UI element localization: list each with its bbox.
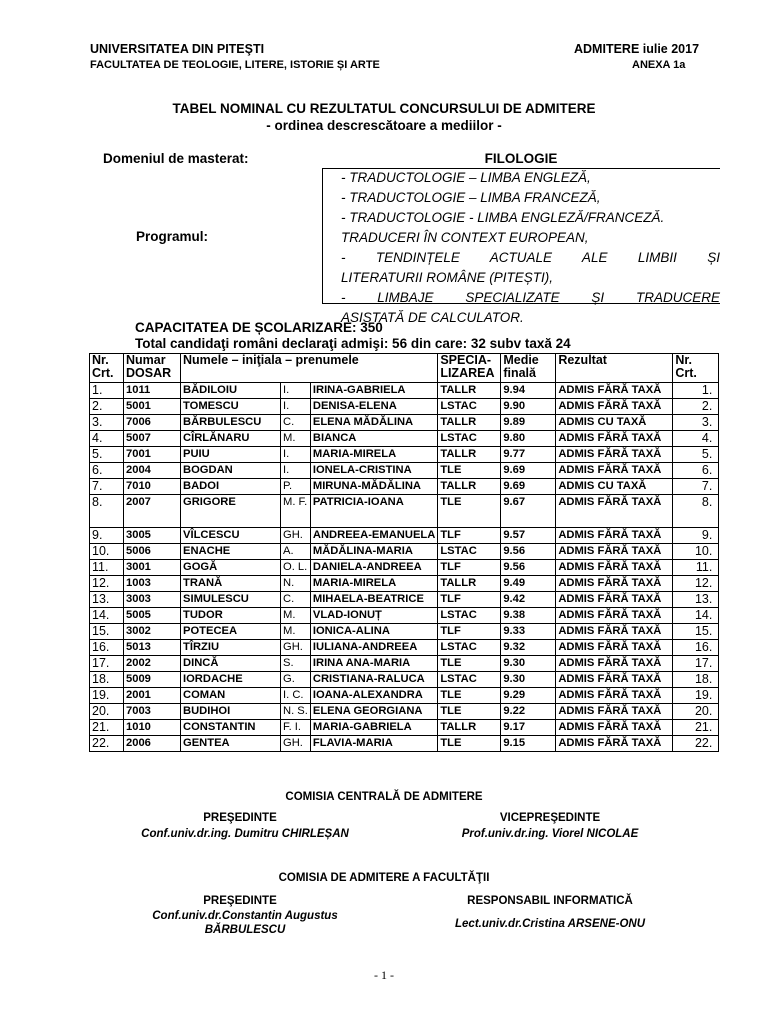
table-row — [90, 399, 719, 415]
cell-init: M. — [281, 431, 311, 447]
cell-medie: 9.30 — [501, 656, 556, 672]
cell-medie: 9.69 — [501, 463, 556, 479]
table-row — [90, 688, 719, 704]
cell-prenume: ANDREEA-EMANUELA — [310, 528, 437, 544]
cell-init: F. I. — [281, 720, 311, 736]
cell-nr2: 16. — [673, 640, 719, 656]
cell-prenume: MIHAELA-BEATRICE — [310, 592, 437, 608]
cell-nr: 6. — [90, 463, 124, 479]
cell-init: A. — [281, 544, 311, 560]
table-row — [90, 672, 719, 688]
cell-prenume: DENISA-ELENA — [310, 399, 437, 415]
cell-rez: ADMIS FĂRĂ TAXĂ — [556, 640, 673, 656]
cell-dosar: 5009 — [124, 672, 181, 688]
cell-prenume: DANIELA-ANDREEA — [310, 560, 437, 576]
cell-init: GH. — [281, 528, 311, 544]
cell-nr2: 1. — [673, 383, 719, 399]
cell-prenume: IRINA-GABRIELA — [310, 383, 437, 399]
cell-nr: 15. — [90, 624, 124, 640]
document-title: TABEL NOMINAL CU REZULTATUL CONCURSULUI DE ADMITERE — [172, 101, 596, 116]
cell-init: GH. — [281, 640, 311, 656]
cell-prenume: IOANA-ALEXANDRA — [310, 688, 437, 704]
faculty-name: FACULTATEA DE TEOLOGIE, LITERE, ISTORIE ȘI ARTE — [90, 59, 380, 71]
cell-medie: 9.33 — [501, 624, 556, 640]
results-table — [89, 353, 719, 752]
header-nr: Nr. Crt. — [90, 354, 124, 383]
cell-dosar: 1010 — [124, 720, 181, 736]
cell-nr: 9. — [90, 528, 124, 544]
cell-nr: 7. — [90, 479, 124, 495]
table-row — [90, 415, 719, 431]
cell-nr: 16. — [90, 640, 124, 656]
university-name: UNIVERSITATEA DIN PITEŞTI — [90, 42, 265, 56]
table-row — [90, 576, 719, 592]
program-list — [341, 168, 720, 228]
cell-nume: BADOI — [181, 479, 281, 495]
cell-nume: TÎRZIU — [181, 640, 281, 656]
cell-spec: TALLR — [438, 447, 501, 463]
session-label: ADMITERE iulie 2017 — [574, 42, 700, 56]
cell-init: C. — [281, 592, 311, 608]
divider-line — [322, 303, 720, 304]
cell-spec: LSTAC — [438, 672, 501, 688]
header-specializare: SPECIA-LIZAREA — [438, 354, 501, 383]
cell-medie: 9.42 — [501, 592, 556, 608]
cell-init: I. — [281, 463, 311, 479]
cell-init: C. — [281, 415, 311, 431]
table-row — [90, 495, 719, 528]
cell-dosar: 7006 — [124, 415, 181, 431]
cell-rez: ADMIS FĂRĂ TAXĂ — [556, 431, 673, 447]
cell-init: O. L. — [281, 560, 311, 576]
cell-nr2: 11. — [673, 560, 719, 576]
program-line: TRADUCERI ÎN CONTEXT EUROPEAN, — [341, 230, 589, 245]
table-row — [90, 463, 719, 479]
cell-init: I. — [281, 383, 311, 399]
cell-nr: 1. — [90, 383, 124, 399]
table-row — [90, 640, 719, 656]
cell-nr2: 17. — [673, 656, 719, 672]
cell-rez: ADMIS FĂRĂ TAXĂ — [556, 656, 673, 672]
cell-dosar: 2001 — [124, 688, 181, 704]
cell-nr2: 6. — [673, 463, 719, 479]
cell-nr: 2. — [90, 399, 124, 415]
cell-nume: BĂRBULESCU — [181, 415, 281, 431]
cell-nr: 21. — [90, 720, 124, 736]
domain-label: Domeniul de masterat: — [103, 151, 249, 166]
cell-rez: ADMIS FĂRĂ TAXĂ — [556, 576, 673, 592]
cell-medie: 9.90 — [501, 399, 556, 415]
cell-dosar: 2004 — [124, 463, 181, 479]
cell-rez: ADMIS FĂRĂ TAXĂ — [556, 624, 673, 640]
table-row — [90, 656, 719, 672]
cell-rez: ADMIS CU TAXĂ — [556, 479, 673, 495]
cell-dosar: 3002 — [124, 624, 181, 640]
table-row — [90, 592, 719, 608]
cell-init: I. C. — [281, 688, 311, 704]
it-responsible-label: RESPONSABIL INFORMATICĂ — [467, 895, 633, 907]
header-name: Numele – iniţiala – prenumele — [181, 354, 438, 383]
cell-medie: 9.17 — [501, 720, 556, 736]
cell-spec: LSTAC — [438, 431, 501, 447]
central-vice-name: Prof.univ.dr.ing. Viorel NICOLAE — [461, 828, 639, 840]
cell-nr2: 22. — [673, 736, 719, 752]
cell-init: M. — [281, 624, 311, 640]
cell-spec: TLF — [438, 592, 501, 608]
program-line: - TENDINȚELE ACTUALE ALE LIMBII ȘI — [341, 250, 720, 265]
cell-spec: LSTAC — [438, 544, 501, 560]
cell-nume: ENACHE — [181, 544, 281, 560]
cell-prenume: BIANCA — [310, 431, 437, 447]
page-number: - 1 - — [374, 968, 394, 982]
cell-medie: 9.89 — [501, 415, 556, 431]
cell-spec: TLE — [438, 704, 501, 720]
cell-nr: 17. — [90, 656, 124, 672]
cell-rez: ADMIS FĂRĂ TAXĂ — [556, 736, 673, 752]
cell-medie: 9.38 — [501, 608, 556, 624]
program-line: - TRADUCTOLOGIE - LIMBA ENGLEZĂ/FRANCEZĂ. — [341, 210, 665, 225]
cell-dosar: 2007 — [124, 495, 181, 528]
cell-dosar: 3001 — [124, 560, 181, 576]
cell-nr2: 4. — [673, 431, 719, 447]
cell-nr: 18. — [90, 672, 124, 688]
table-row — [90, 720, 719, 736]
cell-nume: BĂDILOIU — [181, 383, 281, 399]
cell-rez: ADMIS CU TAXĂ — [556, 415, 673, 431]
cell-rez: ADMIS FĂRĂ TAXĂ — [556, 447, 673, 463]
capacity-label: CAPACITATEA DE ȘCOLARIZARE: 350 — [135, 320, 383, 335]
cell-nume: GOGĂ — [181, 560, 281, 576]
cell-nume: GENTEA — [181, 736, 281, 752]
cell-medie: 9.56 — [501, 544, 556, 560]
faculty-president-name: Conf.univ.dr.Constantin Augustus — [152, 910, 338, 922]
cell-nr2: 8. — [673, 495, 719, 528]
header-medie: Medie finală — [501, 354, 556, 383]
cell-spec: TLE — [438, 736, 501, 752]
cell-dosar: 5001 — [124, 399, 181, 415]
faculty-president-surname: BĂRBULESCU — [204, 924, 286, 936]
cell-prenume: MARIA-MIRELA — [310, 447, 437, 463]
cell-spec: TLE — [438, 463, 501, 479]
table-header-row — [90, 354, 719, 383]
header-nr-right: Nr. Crt. — [673, 354, 719, 383]
cell-nume: TOMESCU — [181, 399, 281, 415]
cell-medie: 9.30 — [501, 672, 556, 688]
cell-medie: 9.22 — [501, 704, 556, 720]
cell-spec: TLE — [438, 688, 501, 704]
cell-nume: PUIU — [181, 447, 281, 463]
cell-nr2: 9. — [673, 528, 719, 544]
cell-nume: DINCĂ — [181, 656, 281, 672]
it-responsible-name: Lect.univ.dr.Cristina ARSENE-ONU — [455, 918, 645, 930]
cell-prenume: ELENA MĂDĂLINA — [310, 415, 437, 431]
program-box-border — [322, 168, 323, 303]
cell-nr: 22. — [90, 736, 124, 752]
cell-nume: CÎRLĂNARU — [181, 431, 281, 447]
table-row — [90, 704, 719, 720]
cell-rez: ADMIS FĂRĂ TAXĂ — [556, 560, 673, 576]
cell-prenume: IONELA-CRISTINA — [310, 463, 437, 479]
cell-rez: ADMIS FĂRĂ TAXĂ — [556, 383, 673, 399]
cell-spec: TALLR — [438, 720, 501, 736]
cell-dosar: 2006 — [124, 736, 181, 752]
cell-init: M. F. — [281, 495, 311, 528]
cell-medie: 9.56 — [501, 560, 556, 576]
table-row — [90, 431, 719, 447]
cell-nume: COMAN — [181, 688, 281, 704]
central-president-label: PREŞEDINTE — [203, 812, 277, 824]
cell-init: GH. — [281, 736, 311, 752]
cell-spec: TLE — [438, 656, 501, 672]
cell-init: S. — [281, 656, 311, 672]
table-row — [90, 560, 719, 576]
cell-nr2: 13. — [673, 592, 719, 608]
cell-medie: 9.69 — [501, 479, 556, 495]
cell-nr2: 20. — [673, 704, 719, 720]
cell-medie: 9.77 — [501, 447, 556, 463]
table-row — [90, 624, 719, 640]
cell-dosar: 7003 — [124, 704, 181, 720]
program-line: - LIMBAJE SPECIALIZATE ȘI TRADUCERE — [341, 290, 720, 305]
cell-init: M. — [281, 608, 311, 624]
cell-nr2: 18. — [673, 672, 719, 688]
cell-prenume: MĂDĂLINA-MARIA — [310, 544, 437, 560]
cell-prenume: VLAD-IONUȚ — [310, 608, 437, 624]
cell-dosar: 1011 — [124, 383, 181, 399]
cell-rez: ADMIS FĂRĂ TAXĂ — [556, 528, 673, 544]
cell-rez: ADMIS FĂRĂ TAXĂ — [556, 495, 673, 528]
document-subtitle: - ordinea descrescătoare a mediilor - — [266, 118, 502, 133]
cell-medie: 9.29 — [501, 688, 556, 704]
cell-prenume: PATRICIA-IOANA — [310, 495, 437, 528]
cell-nr2: 3. — [673, 415, 719, 431]
cell-prenume: MIRUNA-MĂDĂLINA — [310, 479, 437, 495]
cell-medie: 9.15 — [501, 736, 556, 752]
cell-spec: TALLR — [438, 576, 501, 592]
cell-prenume: ELENA GEORGIANA — [310, 704, 437, 720]
cell-nume: BOGDAN — [181, 463, 281, 479]
cell-rez: ADMIS FĂRĂ TAXĂ — [556, 463, 673, 479]
cell-spec: LSTAC — [438, 399, 501, 415]
cell-nr2: 15. — [673, 624, 719, 640]
table-row — [90, 383, 719, 399]
cell-rez: ADMIS FĂRĂ TAXĂ — [556, 544, 673, 560]
domain-value: FILOLOGIE — [484, 151, 558, 166]
program-label: Programul: — [136, 229, 209, 244]
cell-prenume: MARIA-GABRIELA — [310, 720, 437, 736]
cell-medie: 9.67 — [501, 495, 556, 528]
cell-nr: 14. — [90, 608, 124, 624]
cell-rez: ADMIS FĂRĂ TAXĂ — [556, 608, 673, 624]
program-line: - TRADUCTOLOGIE – LIMBA FRANCEZĂ, — [341, 190, 601, 205]
cell-dosar: 7001 — [124, 447, 181, 463]
cell-prenume: IULIANA-ANDREEA — [310, 640, 437, 656]
cell-dosar: 5013 — [124, 640, 181, 656]
cell-nr: 5. — [90, 447, 124, 463]
table-row — [90, 736, 719, 752]
faculty-commission-title: COMISIA DE ADMITERE A FACULTĂŢII — [278, 872, 490, 884]
cell-medie: 9.94 — [501, 383, 556, 399]
cell-prenume: FLAVIA-MARIA — [310, 736, 437, 752]
annex-label: ANEXA 1a — [632, 59, 686, 71]
program-line: - TRADUCTOLOGIE – LIMBA ENGLEZĂ, — [341, 170, 591, 185]
cell-nume: BUDIHOI — [181, 704, 281, 720]
cell-prenume: IRINA ANA-MARIA — [310, 656, 437, 672]
cell-nr: 11. — [90, 560, 124, 576]
table-row — [90, 479, 719, 495]
cell-nume: TRANĂ — [181, 576, 281, 592]
cell-nr2: 14. — [673, 608, 719, 624]
central-president-name: Conf.univ.dr.ing. Dumitru CHIRLEȘAN — [141, 828, 349, 840]
cell-dosar: 3003 — [124, 592, 181, 608]
program-line: LITERATURII ROMÂNE (PITEȘTI), — [341, 270, 554, 285]
cell-rez: ADMIS FĂRĂ TAXĂ — [556, 672, 673, 688]
cell-init: N. S. — [281, 704, 311, 720]
cell-nume: POTECEA — [181, 624, 281, 640]
cell-nume: GRIGORE — [181, 495, 281, 528]
cell-rez: ADMIS FĂRĂ TAXĂ — [556, 704, 673, 720]
cell-nr: 20. — [90, 704, 124, 720]
cell-nr2: 19. — [673, 688, 719, 704]
header-numar-dosar: Numar DOSAR — [124, 354, 181, 383]
cell-prenume: MARIA-MIRELA — [310, 576, 437, 592]
cell-spec: LSTAC — [438, 640, 501, 656]
cell-rez: ADMIS FĂRĂ TAXĂ — [556, 399, 673, 415]
faculty-president-label: PREŞEDINTE — [203, 895, 277, 907]
declared-admitted: Total candidaţi români declaraţi admişi: 56 din care: 32 subv taxă 24 — [135, 336, 571, 351]
cell-init: I. — [281, 399, 311, 415]
cell-nr: 10. — [90, 544, 124, 560]
cell-nume: CONSTANTIN — [181, 720, 281, 736]
cell-nr2: 5. — [673, 447, 719, 463]
cell-spec: TLE — [438, 495, 501, 528]
cell-nume: TUDOR — [181, 608, 281, 624]
central-vice-label: VICEPREŞEDINTE — [499, 812, 601, 824]
cell-nr: 13. — [90, 592, 124, 608]
cell-medie: 9.80 — [501, 431, 556, 447]
header-rezultat: Rezultat — [556, 354, 673, 383]
cell-medie: 9.57 — [501, 528, 556, 544]
cell-dosar: 1003 — [124, 576, 181, 592]
cell-nr2: 12. — [673, 576, 719, 592]
cell-dosar: 5006 — [124, 544, 181, 560]
cell-dosar: 5005 — [124, 608, 181, 624]
cell-spec: TLF — [438, 528, 501, 544]
cell-spec: TLF — [438, 624, 501, 640]
cell-nr: 3. — [90, 415, 124, 431]
cell-nr: 8. — [90, 495, 124, 528]
cell-nume: SIMULESCU — [181, 592, 281, 608]
cell-nr2: 2. — [673, 399, 719, 415]
cell-rez: ADMIS FĂRĂ TAXĂ — [556, 688, 673, 704]
cell-nume: IORDACHE — [181, 672, 281, 688]
table-row — [90, 447, 719, 463]
cell-init: P. — [281, 479, 311, 495]
cell-spec: TALLR — [438, 415, 501, 431]
cell-spec: TALLR — [438, 479, 501, 495]
cell-spec: LSTAC — [438, 608, 501, 624]
central-commission-title: COMISIA CENTRALĂ DE ADMITERE — [285, 791, 483, 803]
cell-dosar: 7010 — [124, 479, 181, 495]
program-line: ASISTATĂ DE CALCULATOR. — [341, 310, 524, 325]
cell-prenume: CRISTIANA-RALUCA — [310, 672, 437, 688]
table-row — [90, 608, 719, 624]
table-row — [90, 544, 719, 560]
cell-init: N. — [281, 576, 311, 592]
cell-nr2: 21. — [673, 720, 719, 736]
cell-dosar: 5007 — [124, 431, 181, 447]
cell-rez: ADMIS FĂRĂ TAXĂ — [556, 592, 673, 608]
cell-nr: 19. — [90, 688, 124, 704]
cell-spec: TLF — [438, 560, 501, 576]
cell-dosar: 3005 — [124, 528, 181, 544]
cell-init: I. — [281, 447, 311, 463]
cell-nr2: 10. — [673, 544, 719, 560]
cell-rez: ADMIS FĂRĂ TAXĂ — [556, 720, 673, 736]
cell-nume: VÎLCESCU — [181, 528, 281, 544]
cell-medie: 9.49 — [501, 576, 556, 592]
cell-medie: 9.32 — [501, 640, 556, 656]
cell-nr: 12. — [90, 576, 124, 592]
cell-spec: TALLR — [438, 383, 501, 399]
cell-dosar: 2002 — [124, 656, 181, 672]
cell-init: G. — [281, 672, 311, 688]
table-row — [90, 528, 719, 544]
cell-nr: 4. — [90, 431, 124, 447]
cell-nr2: 7. — [673, 479, 719, 495]
cell-prenume: IONICA-ALINA — [310, 624, 437, 640]
